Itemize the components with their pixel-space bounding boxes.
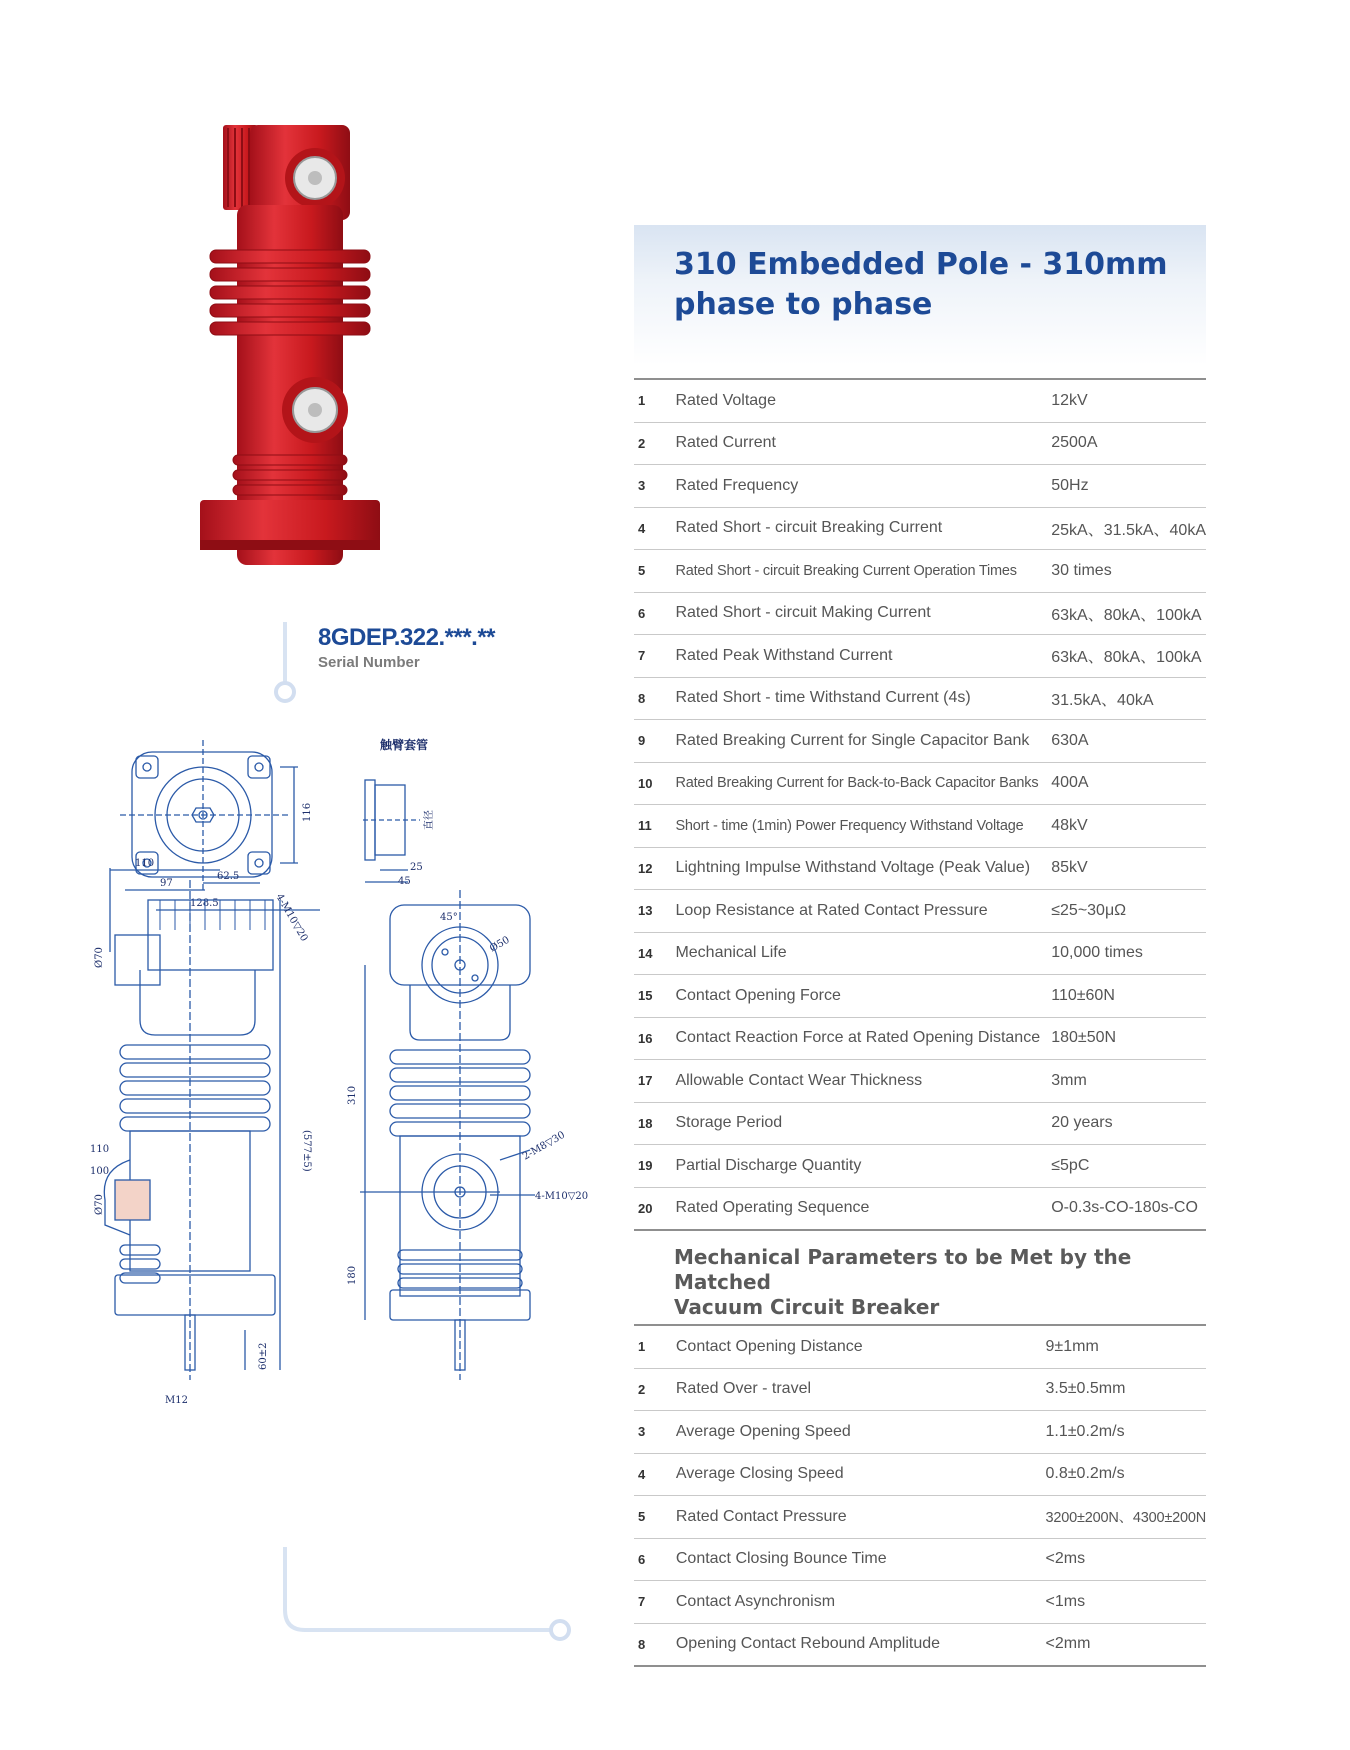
table-row [634, 422, 1206, 465]
table-row [634, 465, 1206, 508]
spec-panel [634, 225, 1206, 1667]
table-row [634, 847, 1206, 890]
param-name: Lightning Impulse Withstand Voltage (Peak Value) [675, 847, 1051, 890]
dim-2-m8: 2-M8▽30 [521, 1129, 568, 1163]
table-row [634, 932, 1206, 975]
dim-110-top: 110 [135, 858, 155, 869]
param-name: Rated Breaking Current for Back-to-Back Capacitor Banks [675, 762, 1051, 805]
table-row [634, 1145, 1206, 1188]
table-row [634, 720, 1206, 763]
sleeve-label: 触臂套管 [380, 738, 429, 752]
row-number: 20 [638, 1200, 653, 1216]
param-name: Allowable Contact Wear Thickness [675, 1060, 1051, 1103]
row-number: 10 [634, 762, 675, 805]
table-row [634, 507, 1206, 550]
dim-45-deg: 45° [440, 912, 458, 923]
table-row [634, 550, 1206, 593]
serial-label: Serial Number [318, 654, 420, 671]
page-title [674, 245, 1168, 325]
param-value: 25kA、31.5kA、40kA [1051, 507, 1206, 550]
row-number: 8 [634, 1623, 676, 1666]
row-number: 7 [634, 635, 675, 678]
table-row [634, 677, 1206, 720]
param-name: Rated Short - time Withstand Current (4s) [675, 677, 1051, 720]
param-name: Rated Operating Sequence [675, 1199, 870, 1217]
row-number: 5 [634, 550, 675, 593]
dim-60: 60±2 [258, 1342, 269, 1370]
dim-100: 100 [90, 1166, 110, 1177]
row-number: 2 [634, 422, 675, 465]
dim-310: 310 [347, 1085, 358, 1105]
row-number: 1 [634, 1326, 676, 1368]
dim-diameter: 直径 [424, 810, 435, 830]
row-number: 6 [634, 592, 675, 635]
param-value: O-0.3s-CO-180s-CO [1051, 1199, 1198, 1217]
mech-params-table [634, 1326, 1206, 1667]
param-value: ≤25~30μΩ [1051, 890, 1206, 933]
param-name: Contact Closing Bounce Time [676, 1538, 1046, 1581]
dim-25: 25 [410, 862, 423, 873]
row-number: 4 [634, 507, 675, 550]
param-name: Rated Voltage [675, 380, 1051, 422]
dim-577: (577±5) [301, 1130, 312, 1172]
param-value: 12kV [1051, 380, 1206, 422]
table-row [634, 1187, 1206, 1229]
row-number: 6 [634, 1538, 676, 1581]
row-number: 16 [634, 1017, 675, 1060]
dim-45: 45 [398, 876, 411, 887]
param-name: Average Opening Speed [676, 1411, 1046, 1454]
param-name: Rated Contact Pressure [676, 1496, 1046, 1539]
table-row [634, 635, 1206, 678]
title-band [634, 225, 1206, 365]
embedded-pole-photo [195, 110, 395, 610]
dim-d70-top: Ø70 [94, 947, 105, 968]
dim-110-side: 110 [90, 1144, 110, 1155]
table-row [634, 1326, 1206, 1368]
title-line-2: phase to phase [674, 287, 933, 322]
side-view-drawing [360, 890, 535, 1380]
param-name: Rated Short - circuit Making Current [675, 592, 1051, 635]
row-number: 15 [634, 975, 675, 1018]
param-name: Rated Short - circuit Breaking Current Operation Times [675, 550, 1051, 593]
param-value: 20 years [1051, 1102, 1206, 1145]
param-name: Rated Over - travel [676, 1368, 1046, 1411]
param-value: 9±1mm [1046, 1326, 1206, 1368]
dim-4-m10: 4-M10▽20 [273, 892, 310, 944]
param-value: 63kA、80kA、100kA [1051, 635, 1206, 678]
param-value: 3200±200N、4300±200N [1046, 1496, 1206, 1539]
table-row [634, 805, 1206, 848]
param-value: 2500A [1051, 422, 1206, 465]
param-value: 3mm [1051, 1060, 1206, 1103]
param-value: 1.1±0.2m/s [1046, 1411, 1206, 1454]
title-line-1: 310 Embedded Pole - 310mm [674, 247, 1168, 282]
row-number: 19 [634, 1145, 675, 1188]
table-row [634, 1411, 1206, 1454]
param-name: Storage Period [675, 1102, 1051, 1145]
table-row [634, 1538, 1206, 1581]
param-name: Rated Peak Withstand Current [675, 635, 1051, 678]
table-row [634, 592, 1206, 635]
dim-62-5: 62.5 [217, 871, 240, 882]
dim-116: 116 [302, 802, 313, 822]
table-row [634, 975, 1206, 1018]
param-name: Contact Reaction Force at Rated Opening Distance [675, 1017, 1051, 1060]
param-name: Partial Discharge Quantity [675, 1145, 1051, 1188]
row-number: 9 [634, 720, 675, 763]
param-value: 85kV [1051, 847, 1206, 890]
table-row [634, 1060, 1206, 1103]
table-row [634, 1581, 1206, 1624]
param-name: Average Closing Speed [676, 1453, 1046, 1496]
table-row [634, 762, 1206, 805]
row-number: 7 [634, 1581, 676, 1624]
connector-dot-top [276, 683, 294, 701]
param-value: 3.5±0.5mm [1046, 1368, 1206, 1411]
row-number: 3 [634, 465, 675, 508]
dim-180: 180 [347, 1265, 358, 1285]
param-value: 110±60N [1051, 975, 1206, 1018]
table-row [634, 1453, 1206, 1496]
dim-d70-bottom: Ø70 [94, 1194, 105, 1215]
table-row [634, 1623, 1206, 1666]
param-name: Opening Contact Rebound Amplitude [676, 1623, 1046, 1666]
table-row [634, 1368, 1206, 1411]
mech-params-heading [634, 1229, 1206, 1326]
mech-heading-line-1: Mechanical Parameters to be Met by the Matched [674, 1245, 1132, 1294]
mech-heading-line-2: Vacuum Circuit Breaker [674, 1295, 940, 1319]
param-name: Loop Resistance at Rated Contact Pressure [675, 890, 1051, 933]
table-row [634, 1102, 1206, 1145]
main-params-table [634, 380, 1206, 1229]
param-name: Rated Frequency [675, 465, 1051, 508]
connector-dot-bottom [551, 1621, 569, 1639]
param-value: 48kV [1051, 805, 1206, 848]
dim-m12: M12 [165, 1395, 188, 1406]
top-view-drawing [120, 740, 320, 910]
param-value: 31.5kA、40kA [1051, 677, 1206, 720]
row-number: 17 [634, 1060, 675, 1103]
param-value: 0.8±0.2m/s [1046, 1453, 1206, 1496]
row-number: 2 [634, 1368, 676, 1411]
param-value: <2ms [1046, 1538, 1206, 1581]
technical-drawings [80, 720, 640, 1550]
row-number: 8 [634, 677, 675, 720]
param-name: Rated Breaking Current for Single Capacitor Bank [675, 720, 1051, 763]
param-value: ≤5pC [1051, 1145, 1206, 1188]
front-view-drawing [104, 868, 280, 1380]
row-number: 1 [634, 380, 675, 422]
param-name: Short - time (1min) Power Frequency Withstand Voltage [675, 805, 1051, 848]
param-value: 63kA、80kA、100kA [1051, 592, 1206, 635]
dim-d50: Ø50 [488, 934, 512, 955]
param-name: Contact Opening Force [675, 975, 1051, 1018]
table-row [634, 1496, 1206, 1539]
table-row [634, 380, 1206, 422]
param-name: Contact Asynchronism [676, 1581, 1046, 1624]
param-value: 50Hz [1051, 465, 1206, 508]
param-value: <1ms [1046, 1581, 1206, 1624]
param-value: 30 times [1051, 550, 1206, 593]
param-value: 400A [1051, 762, 1206, 805]
param-value: <2mm [1046, 1623, 1206, 1666]
dim-128-5: 128.5 [190, 898, 219, 909]
dim-4-m10-side: 4-M10▽20 [535, 1191, 589, 1202]
row-number: 14 [634, 932, 675, 975]
row-number: 4 [634, 1453, 676, 1496]
param-name: Contact Opening Distance [676, 1326, 1046, 1368]
row-number: 3 [634, 1411, 676, 1454]
param-name: Mechanical Life [675, 932, 1051, 975]
row-number: 5 [634, 1496, 676, 1539]
dim-97: 97 [160, 878, 173, 889]
row-number: 12 [634, 847, 675, 890]
param-value: 10,000 times [1051, 932, 1206, 975]
table-row [634, 890, 1206, 933]
serial-model: 8GDEP.322.***.** [318, 624, 496, 651]
param-name: Rated Current [675, 422, 1051, 465]
param-value: 180±50N [1051, 1017, 1206, 1060]
param-value: 630A [1051, 720, 1206, 763]
table-row [634, 1017, 1206, 1060]
row-number: 13 [634, 890, 675, 933]
row-number: 11 [634, 805, 675, 848]
row-number: 18 [634, 1102, 675, 1145]
param-name: Rated Short - circuit Breaking Current [675, 507, 1051, 550]
serial-block [318, 624, 495, 671]
